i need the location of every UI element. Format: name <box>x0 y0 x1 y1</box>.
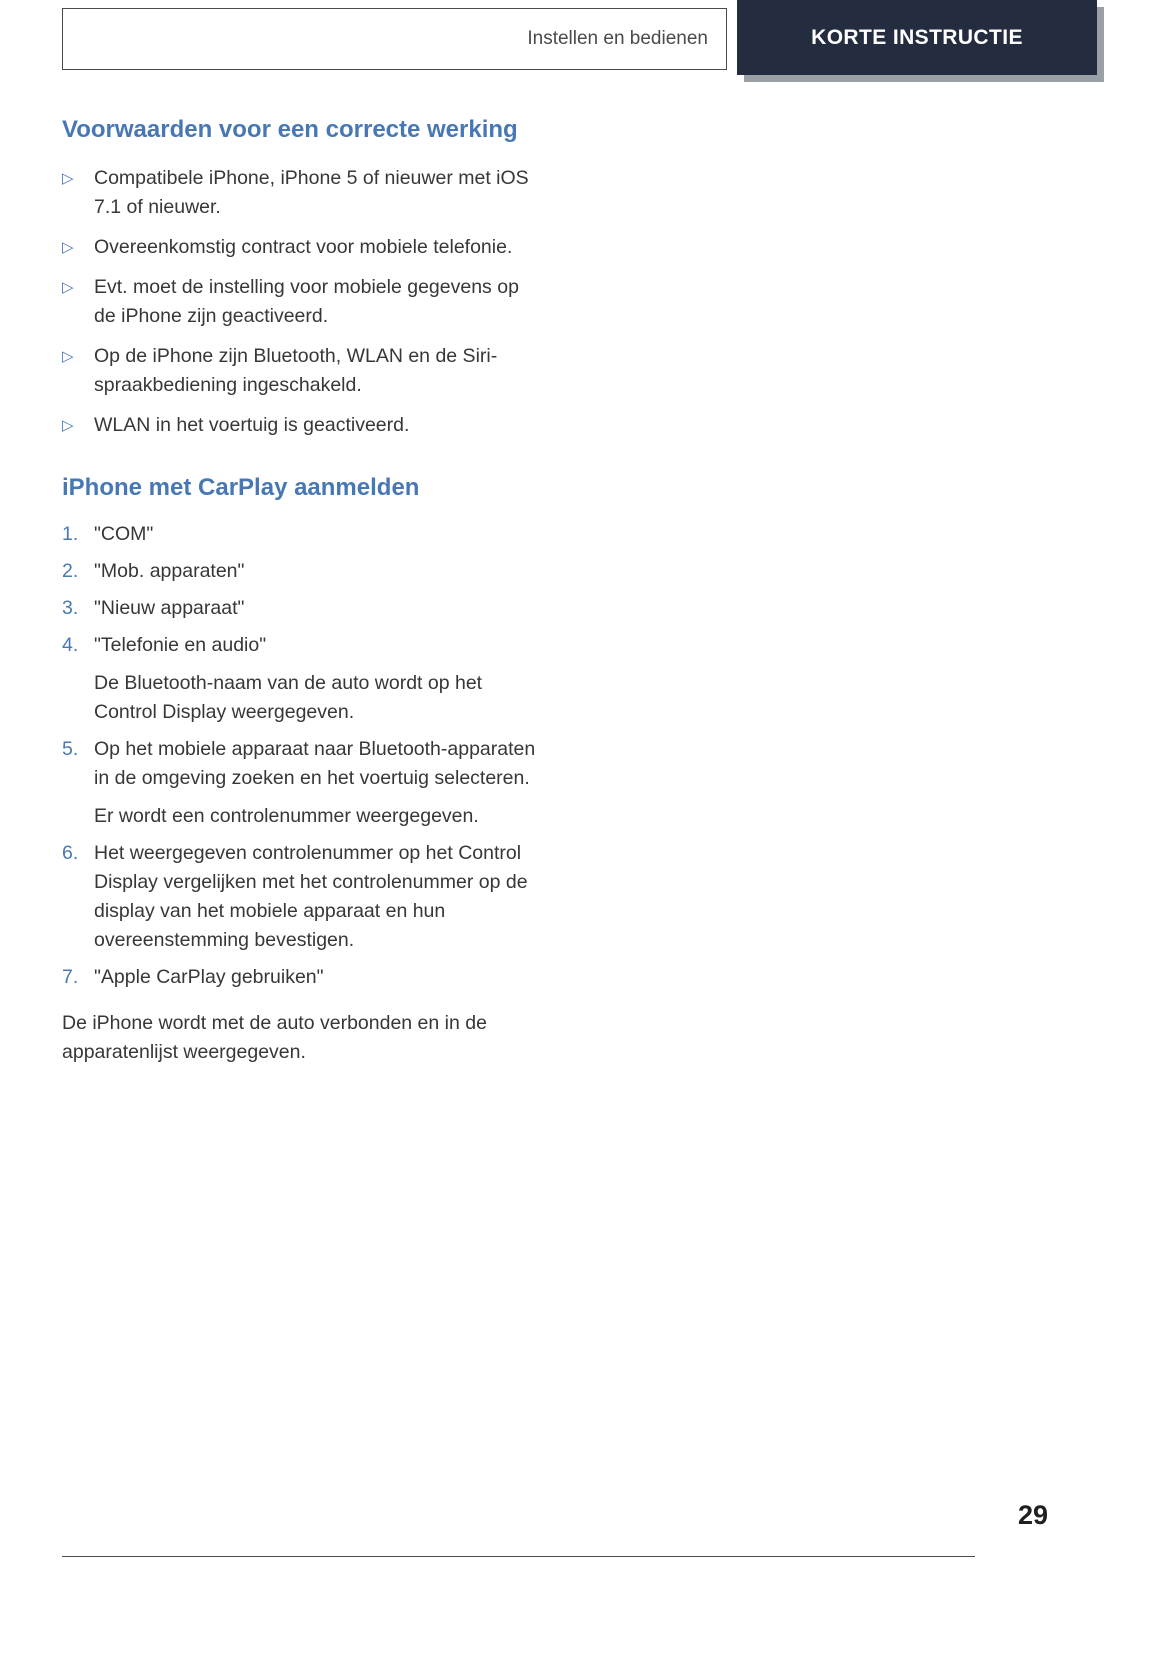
condition-text: Overeenkomstig contract voor mobiele telefonie. <box>94 236 513 258</box>
list-item <box>62 411 542 440</box>
step-number: 6. <box>62 842 79 864</box>
closing-paragraph: De iPhone wordt met de auto verbonden en in de apparatenlijst weergegeven. <box>62 1012 487 1063</box>
chapter-tab-label: KORTE INSTRUCTIE <box>811 25 1023 49</box>
step-number: 7. <box>62 966 79 988</box>
step-note: Er wordt een controlenummer weergegeven. <box>94 805 479 827</box>
step-text: "Apple CarPlay gebruiken" <box>94 966 324 988</box>
list-item <box>62 963 542 992</box>
step-text: Op het mobiele apparaat naar Bluetooth-apparaten in de omgeving zoeken en het voertuig selecteren. <box>94 738 536 789</box>
list-item <box>62 557 542 586</box>
step-text: "Telefonie en audio" <box>94 634 267 656</box>
step-text: "Nieuw apparaat" <box>94 597 245 619</box>
triangle-bullet-icon: ▷ <box>62 348 74 365</box>
step-number: 5. <box>62 738 79 760</box>
condition-text: Op de iPhone zijn Bluetooth, WLAN en de Siri-spraakbediening ingeschakeld. <box>94 345 498 396</box>
step-text: "COM" <box>94 523 154 545</box>
triangle-bullet-icon: ▷ <box>62 417 74 434</box>
conditions-list <box>62 164 542 440</box>
condition-text: Compatibele iPhone, iPhone 5 of nieuwer met iOS 7.1 of nieuwer. <box>94 167 529 218</box>
list-item <box>62 735 542 831</box>
footer-rule <box>62 1556 975 1557</box>
list-item <box>62 342 542 400</box>
carplay-steps-list <box>62 520 542 992</box>
list-item <box>62 594 542 623</box>
condition-text: Evt. moet de instelling voor mobiele gegevens op de iPhone zijn geactiveerd. <box>94 276 519 327</box>
step-number: 1. <box>62 523 79 545</box>
step-number: 3. <box>62 597 79 619</box>
step-note: De Bluetooth-naam van de auto wordt op het Control Display weergegeven. <box>94 672 483 723</box>
step-text: "Mob. apparaten" <box>94 560 245 582</box>
chapter-tab <box>737 0 1097 75</box>
heading-conditions: Voorwaarden voor een correcte werking <box>62 116 518 143</box>
list-item <box>62 520 542 549</box>
list-item <box>62 631 542 727</box>
triangle-bullet-icon: ▷ <box>62 239 74 256</box>
condition-text: WLAN in het voertuig is geactiveerd. <box>94 414 410 436</box>
header-box <box>62 8 727 70</box>
step-number: 4. <box>62 634 79 656</box>
triangle-bullet-icon: ▷ <box>62 170 74 187</box>
list-item <box>62 273 542 331</box>
page-content <box>62 114 542 1067</box>
list-item <box>62 164 542 222</box>
list-item <box>62 839 542 955</box>
step-text: Het weergegeven controlenummer op het Control Display vergelijken met het controlenummer op de display van het mobiele apparaat en hun overeenstemming bevestigen. <box>94 842 528 951</box>
heading-carplay: iPhone met CarPlay aanmelden <box>62 474 420 501</box>
page-number: 29 <box>1017 1500 1048 1530</box>
header-section-title: Instellen en bedienen <box>527 28 708 49</box>
triangle-bullet-icon: ▷ <box>62 279 74 296</box>
list-item <box>62 233 542 262</box>
step-number: 2. <box>62 560 79 582</box>
